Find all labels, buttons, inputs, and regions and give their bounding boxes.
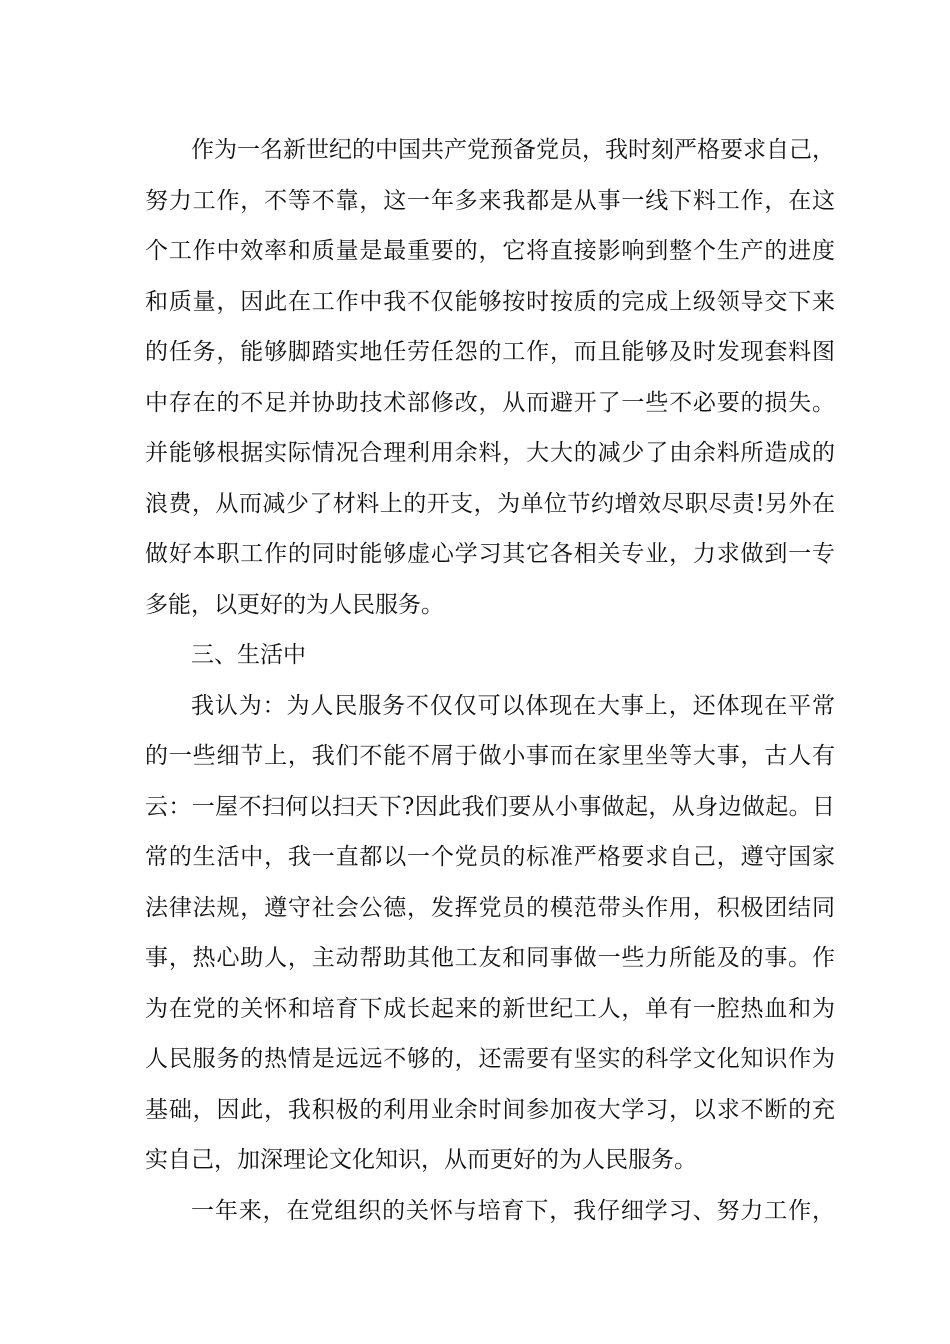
text-line: 个工作中效率和质量是最重要的，它将直接影响到整个生产的进度 xyxy=(145,238,835,264)
text-line: 多能，以更好的为人民服务。 xyxy=(145,591,444,618)
text-line: 努力工作，不等不靠，这一年多来我都是从事一线下料工作，在这 xyxy=(145,187,835,214)
text-line: 常的生活中，我一直都以一个党员的标准严格要求自己，遵守国家 xyxy=(145,844,835,870)
text-line: 浪费，从而减少了材料上的开支，为单位节约增效尽职尽责!另外在 xyxy=(145,490,835,517)
text-line: 的一些细节上，我们不能不屑于做小事而在家里坐等大事，古人有 xyxy=(145,743,835,769)
text-line: 云：一屋不扫何以扫天下?因此我们要从小事做起，从身边做起。日 xyxy=(145,793,835,820)
text-line: 为在党的关怀和培育下成长起来的新世纪工人，单有一腔热血和为 xyxy=(145,995,835,1022)
text-line: 基础，因此，我积极的利用业余时间参加夜大学习，以求不断的充 xyxy=(145,1096,835,1123)
document-body xyxy=(145,130,835,1241)
text-line: 一年来，在党组织的关怀与培育下，我仔细学习、努力工作， xyxy=(191,1197,835,1224)
text-line: 我认为：为人民服务不仅仅可以体现在大事上，还体现在平常 xyxy=(191,692,835,719)
text-line: 作为一名新世纪的中国共产党预备党员，我时刻严格要求自己， xyxy=(191,137,835,163)
text-line: 的任务，能够脚踏实地任劳任怨的工作，而且能够及时发现套料图 xyxy=(145,339,835,365)
text-line: 三、生活中 xyxy=(191,642,306,668)
text-line: 人民服务的热情是远远不够的，还需要有坚实的科学文化知识作为 xyxy=(145,1046,835,1072)
text-line: 法律法规，遵守社会公德，发挥党员的模范带头作用，积极团结同 xyxy=(145,894,835,921)
text-line: 并能够根据实际情况合理利用余料，大大的减少了由余料所造成的 xyxy=(145,440,835,466)
text-line: 实自己，加深理论文化知识，从而更好的为人民服务。 xyxy=(145,1147,697,1173)
text-line: 和质量，因此在工作中我不仅能够按时按质的完成上级领导交下来 xyxy=(145,288,835,315)
text-line: 做好本职工作的同时能够虚心学习其它各相关专业，力求做到一专 xyxy=(145,541,835,567)
text-line: 中存在的不足并协助技术部修改，从而避开了一些不必要的损失。 xyxy=(145,389,835,416)
text-line: 事，热心助人，主动帮助其他工友和同事做一些力所能及的事。作 xyxy=(145,945,835,971)
